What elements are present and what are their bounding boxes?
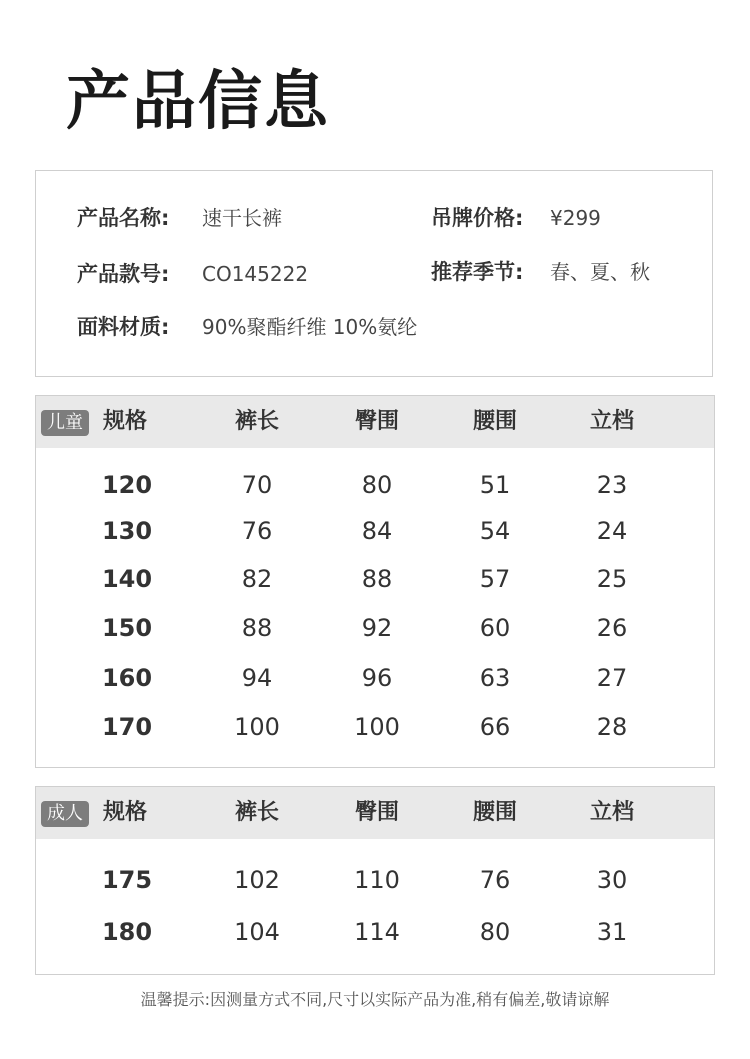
model-value: CO145222 <box>202 262 309 286</box>
cell-length: 102 <box>234 866 280 894</box>
cell-size: 160 <box>101 664 153 692</box>
cell-hip: 110 <box>354 866 400 894</box>
cell-hip: 84 <box>361 517 393 545</box>
kids-group-tag: 儿童 <box>41 410 89 436</box>
cell-waist: 60 <box>479 614 511 642</box>
cell-length: 104 <box>234 918 280 946</box>
cell-rise: 26 <box>596 614 628 642</box>
table-row <box>36 608 714 648</box>
cell-size: 175 <box>101 866 153 894</box>
material-value: 90%聚酯纤维 10%氨纶 <box>202 315 418 339</box>
footnote: 温馨提示:因测量方式不同,尺寸以实际产品为准,稍有偏差,敬请谅解 <box>140 990 610 1009</box>
cell-waist: 66 <box>479 713 511 741</box>
cell-length: 88 <box>241 614 273 642</box>
model-label: 产品款号: <box>77 262 170 286</box>
cell-waist: 63 <box>479 664 511 692</box>
table-row <box>36 707 714 747</box>
cell-hip: 100 <box>354 713 400 741</box>
page-title: 产品信息 <box>66 65 330 139</box>
cell-length: 100 <box>234 713 280 741</box>
header-length: 裤长 <box>234 409 280 434</box>
table-row <box>36 658 714 698</box>
material-label: 面料材质: <box>77 315 170 339</box>
cell-waist: 57 <box>479 565 511 593</box>
header-length: 裤长 <box>234 800 280 825</box>
cell-length: 70 <box>241 471 273 499</box>
adult-size-table <box>35 786 715 975</box>
cell-hip: 88 <box>361 565 393 593</box>
table-row <box>36 912 714 952</box>
cell-hip: 114 <box>354 918 400 946</box>
table-row <box>36 559 714 599</box>
cell-rise: 24 <box>596 517 628 545</box>
cell-waist: 80 <box>479 918 511 946</box>
header-hip: 臀围 <box>354 800 400 825</box>
table-row <box>36 465 714 505</box>
header-waist: 腰围 <box>472 800 518 825</box>
cell-size: 170 <box>101 713 153 741</box>
cell-length: 82 <box>241 565 273 593</box>
header-size: 规格 <box>103 800 148 825</box>
cell-rise: 27 <box>596 664 628 692</box>
kids-size-table <box>35 395 715 768</box>
header-rise: 立档 <box>589 409 635 434</box>
adult-table-header <box>36 787 714 839</box>
cell-length: 76 <box>241 517 273 545</box>
cell-size: 130 <box>101 517 153 545</box>
cell-rise: 25 <box>596 565 628 593</box>
header-waist: 腰围 <box>472 409 518 434</box>
product-name-label: 产品名称: <box>77 206 170 230</box>
cell-size: 150 <box>101 614 153 642</box>
product-name-value: 速干长裤 <box>202 206 282 230</box>
cell-hip: 92 <box>361 614 393 642</box>
cell-waist: 76 <box>479 866 511 894</box>
kids-table-header <box>36 396 714 448</box>
season-value: 春、夏、秋 <box>550 260 650 284</box>
cell-rise: 23 <box>596 471 628 499</box>
adult-group-tag: 成人 <box>41 801 89 827</box>
header-hip: 臀围 <box>354 409 400 434</box>
price-value: ¥299 <box>550 206 601 230</box>
cell-length: 94 <box>241 664 273 692</box>
cell-rise: 30 <box>596 866 628 894</box>
cell-waist: 54 <box>479 517 511 545</box>
cell-hip: 80 <box>361 471 393 499</box>
cell-hip: 96 <box>361 664 393 692</box>
table-row <box>36 860 714 900</box>
price-label: 吊牌价格: <box>431 206 524 230</box>
header-rise: 立档 <box>589 800 635 825</box>
season-label: 推荐季节: <box>431 260 524 284</box>
cell-rise: 28 <box>596 713 628 741</box>
cell-rise: 31 <box>596 918 628 946</box>
cell-size: 140 <box>101 565 153 593</box>
table-row <box>36 511 714 551</box>
cell-size: 120 <box>101 471 153 499</box>
cell-waist: 51 <box>479 471 511 499</box>
header-size: 规格 <box>103 409 148 434</box>
product-info-box <box>35 170 713 377</box>
cell-size: 180 <box>101 918 153 946</box>
